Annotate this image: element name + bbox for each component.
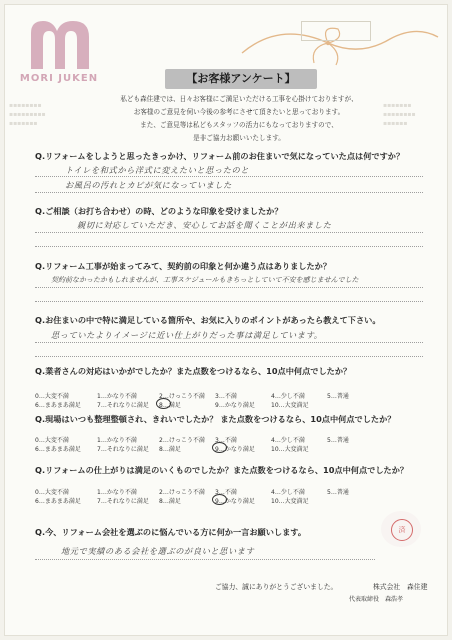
rating-row [35,435,425,444]
rating-scale [35,391,425,409]
rating-option: 5…普通 [327,393,349,400]
question-label: Q.今、リフォーム会社を選ぶのに悩んでいる方に何か一言お願いします。 [35,527,307,537]
handwritten-answer: 地元で実績のある会社を選ぶのが良いと思います [61,546,255,556]
show-through-right: ▪▪▪▪▪▪▪ ▪▪▪▪▪▪▪▪ ▪▪▪▪▪▪ [383,102,416,127]
rating-row [35,487,425,496]
rating-option: 1…かなり不満 [97,489,137,496]
question-label: Q.お住まいの中で特に満足している箇所や、お気に入りのポイントがあったら教えて下さい。 [35,315,381,325]
ceo-name: 森浩孝 [385,596,404,603]
intro-line: 私ども森住建では、日々お客様にご満足いただける工事を心掛けておりますが、 [120,95,358,103]
question-label: Q.現場はいつも整理整頓され、きれいでしたか？ また点数をつけるなら、10点中何点でしたか？ [35,414,396,424]
hanko-stamp: 済 [391,519,413,541]
rating-option: 7…それなりに満足 [97,498,149,505]
answer-rule [35,192,423,193]
rating-option: 6…まあまあ満足 [35,446,81,453]
answer-rule [35,176,423,177]
selected-circle-mark [156,398,171,409]
handwritten-answer: お風呂の汚れとカビが気になっていました [65,180,232,190]
question-label: Q.業者さんの対応はいかがでしたか？また点数をつけるなら、10点中何点でしたか？ [35,366,352,376]
rating-option: 0…大変不満 [35,393,69,400]
selected-circle-mark [212,442,227,453]
logo-m-icon [27,17,93,73]
rating-option: 2…けっこう不満 [159,437,205,444]
rating-option: 5…普通 [327,489,349,496]
rating-option: 10…大変満足 [271,446,309,453]
rating-option: 6…まあまあ満足 [35,402,81,409]
closing-message: ご協力、誠にありがとうございました。 [215,583,338,591]
rating-option: 9…かなり満足 [215,498,255,505]
rating-option: 4…少し不満 [271,437,305,444]
handwritten-answer: 思っていたよりイメージに近い仕上がりだった事は満足しています。 [51,330,323,340]
rating-option: 10…大変満足 [271,402,309,409]
answer-rule [35,356,423,357]
rating-option: 2…けっこう不満 [159,489,205,496]
rating-option: 3…不満 [215,437,237,444]
answer-rule [35,246,423,247]
answer-rule [35,232,423,233]
intro-line: お客様のご意見を伺い今後の参考にさせて頂きたいと思っております。 [133,108,345,116]
rating-option: 8…満足 [159,402,181,409]
rating-row [35,391,425,400]
answer-rule [35,559,375,560]
logo-text: MORI JUKEN [19,73,99,84]
company-logo [13,13,105,95]
handwritten-answer: 親切に対応していただき、安心してお話を聞くことが出来ました [77,220,332,230]
rating-option: 5…普通 [327,437,349,444]
survey-title: 【お客様アンケート】 [165,69,317,89]
show-through-left: ▪▪▪▪▪▪▪▪ ▪▪▪▪▪▪▪▪▪ ▪▪▪▪▪▪▪ [9,102,46,127]
answer-rule [35,287,423,288]
rating-row [35,444,425,453]
question-label: Q.リフォームをしようと思ったきっかけ、リフォーム前のお住まいで気になっていた点は何ですか？ [35,151,405,161]
rating-option: 8…満足 [159,446,181,453]
handwritten-answer: トイレを和式から洋式に変えたいと思ったのと [65,165,250,175]
ceo-title: 代表取締役 [349,596,380,603]
rating-scale [35,487,425,505]
intro-line: 是非ご協力お願いいたします。 [193,134,285,142]
rating-option: 4…少し不満 [271,393,305,400]
rating-option: 3…不満 [215,489,237,496]
rating-option: 9…かなり満足 [215,446,255,453]
intro-text [79,93,399,145]
rating-row [35,496,425,505]
stamp-box [301,21,371,41]
question-label: Q.リフォーム工事が始まってみて、契約前の印象と何か違う点はありましたか？ [35,261,332,271]
rating-option: 10…大変満足 [271,498,309,505]
company-name: 株式会社 森住建 [373,583,428,591]
rating-option: 6…まあまあ満足 [35,498,81,505]
rating-option: 7…それなりに満足 [97,402,149,409]
question-label: Q.リフォームの仕上がりは満足のいくものでしたか？また点数をつけるなら、10点中何点でしたか？ [35,465,409,475]
rating-option: 9…かなり満足 [215,402,255,409]
rating-option: 7…それなりに満足 [97,446,149,453]
rating-option: 2…けっこう不満 [159,393,205,400]
rating-option: 0…大変不満 [35,489,69,496]
rating-option: 3…不満 [215,393,237,400]
rating-row [35,400,425,409]
selected-circle-mark [212,494,227,505]
rating-option: 4…少し不満 [271,489,305,496]
rating-option: 0…大変不満 [35,437,69,444]
intro-line: また、ご意見等は私どもスタッフの活力にもなっておりますので、 [140,121,338,129]
rating-option: 8…満足 [159,498,181,505]
rating-option: 1…かなり不満 [97,393,137,400]
answer-rule [35,342,423,343]
rating-option: 1…かなり不満 [97,437,137,444]
handwritten-answer: 契約前なかったかもしれませんが、工事スケジュールもきちっとしていて不安を感じませんでした [51,276,359,284]
survey-sheet [4,4,448,636]
rating-scale [35,435,425,453]
question-label: Q.ご相談（お打ち合わせ）の時、どのような印象を受けましたか？ [35,206,283,216]
answer-rule [35,301,423,302]
